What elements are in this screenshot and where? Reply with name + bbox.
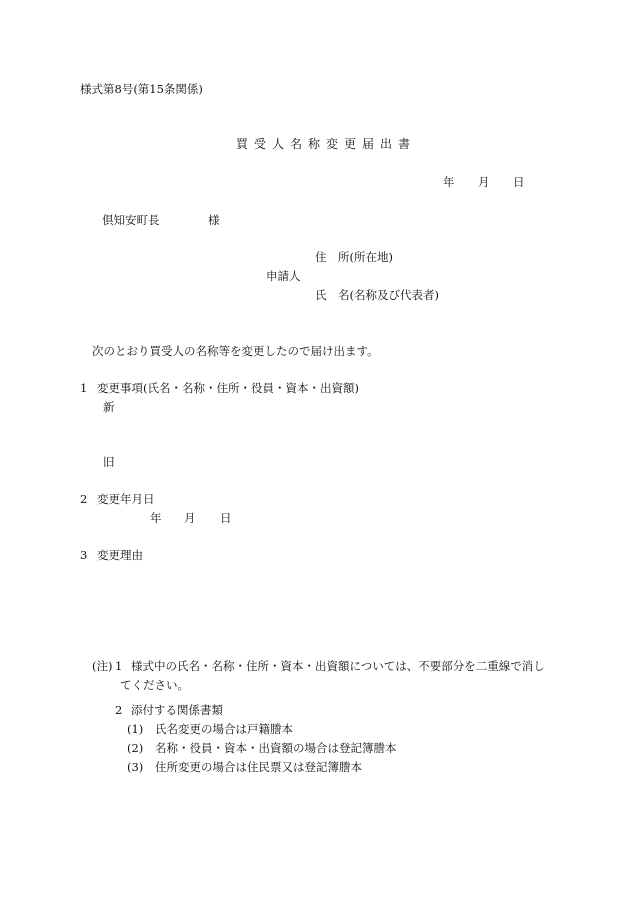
date-year-label: 年 (443, 175, 455, 189)
note2-sub3-number: (3) (127, 760, 144, 774)
item2-day-label: 日 (220, 511, 232, 525)
note1-number: 1 (115, 659, 123, 673)
note2-sub2-text: 名称・役員・資本・出資額の場合は登記簿謄本 (155, 741, 397, 755)
date-day-label: 日 (513, 175, 525, 189)
addressee-name: 倶知安町長 (102, 213, 160, 227)
item2-year-label: 年 (150, 511, 162, 525)
note2-number: 2 (115, 703, 123, 717)
item1-old-label: 旧 (103, 455, 115, 469)
item1-heading: 変更事項(氏名・名称・住所・役員・資本・出資額) (97, 381, 359, 395)
applicant-address-label: 住 所(所在地) (315, 250, 393, 264)
item2-month-label: 月 (184, 511, 196, 525)
note2-sub2-number: (2) (127, 741, 144, 755)
form-title: 買受人名称変更届出書 (236, 137, 417, 151)
applicant-label: 申請人 (266, 269, 301, 283)
item2-number: 2 (80, 492, 88, 506)
item3-heading: 変更理由 (97, 548, 143, 562)
note2-sub1-text: 氏名変更の場合は戸籍謄本 (155, 722, 293, 736)
item1-number: 1 (80, 381, 88, 395)
item3-number: 3 (80, 548, 88, 562)
note1-line1: 様式中の氏名・名称・住所・資本・出資額については、不要部分を二重線で消し (131, 659, 545, 673)
notes-prefix: (注) (92, 659, 113, 673)
item2-heading: 変更年月日 (97, 492, 155, 506)
note1-line2: てください。 (120, 678, 189, 692)
note2-sub3-text: 住所変更の場合は住民票又は登記簿謄本 (155, 760, 362, 774)
addressee-honorific: 様 (208, 213, 220, 227)
intro-text: 次のとおり買受人の名称等を変更したので届け出ます。 (92, 344, 379, 358)
date-month-label: 月 (478, 175, 490, 189)
note2-sub1-number: (1) (127, 722, 144, 736)
item1-new-label: 新 (103, 400, 115, 414)
form-number: 様式第8号(第15条関係) (80, 82, 203, 96)
applicant-name-label: 氏 名(名称及び代表者) (315, 288, 439, 302)
note2-heading: 添付する関係書類 (131, 703, 223, 717)
